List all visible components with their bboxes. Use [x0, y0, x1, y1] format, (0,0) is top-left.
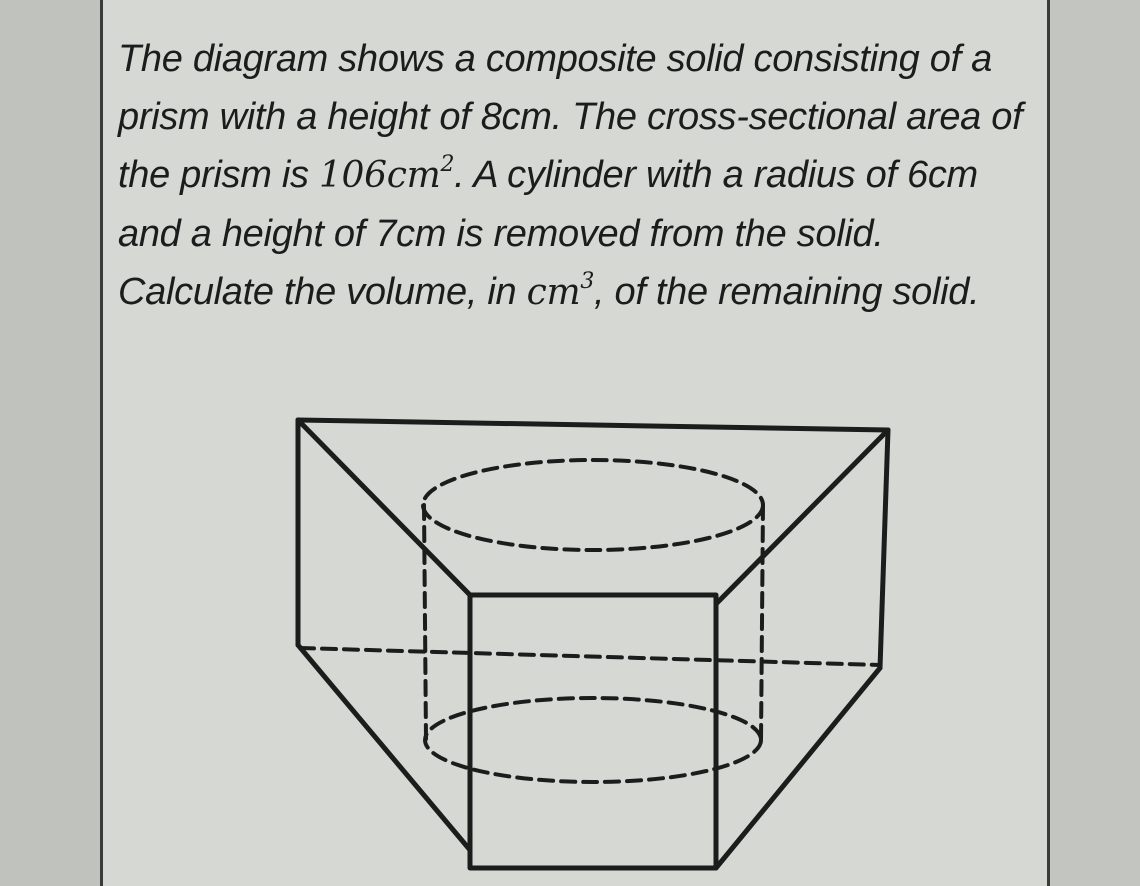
- bottom-right-slant-edge: [716, 668, 880, 868]
- question-line-1: The diagram shows a composite solid consisting of a: [118, 38, 992, 80]
- question-line-5-start: Calculate the volume, in: [118, 271, 527, 313]
- hidden-bottom-back-edge: [300, 648, 880, 665]
- question-line-3-start: the prism is: [118, 154, 319, 196]
- cross-section-area-exponent: 2: [440, 152, 455, 177]
- question-line-4: and a height of 7cm is removed from the solid.: [118, 213, 884, 255]
- cylinder-bottom-ellipse: [425, 698, 761, 782]
- top-back-edge: [298, 420, 888, 430]
- question-line-2: prism with a height of 8cm. The cross-sectional area of: [118, 96, 1023, 138]
- top-left-slant-edge: [298, 420, 470, 595]
- cross-section-area-value: 106cm: [318, 155, 441, 196]
- question-line-5-end: , of the remaining solid.: [594, 271, 980, 313]
- volume-unit-exponent: 3: [580, 269, 595, 294]
- front-rectangle-face: [470, 595, 716, 868]
- volume-unit-base: cm: [526, 272, 581, 313]
- right-back-vertical-edge: [880, 430, 888, 668]
- cylinder-top-ellipse: [423, 460, 763, 550]
- bottom-left-slant-edge: [298, 645, 470, 850]
- top-right-slant-edge: [716, 430, 888, 604]
- cylinder-left-side: [424, 505, 426, 740]
- cylinder-right-side: [761, 505, 763, 740]
- question-line-3-end: . A cylinder with a radius of 6cm: [454, 154, 978, 196]
